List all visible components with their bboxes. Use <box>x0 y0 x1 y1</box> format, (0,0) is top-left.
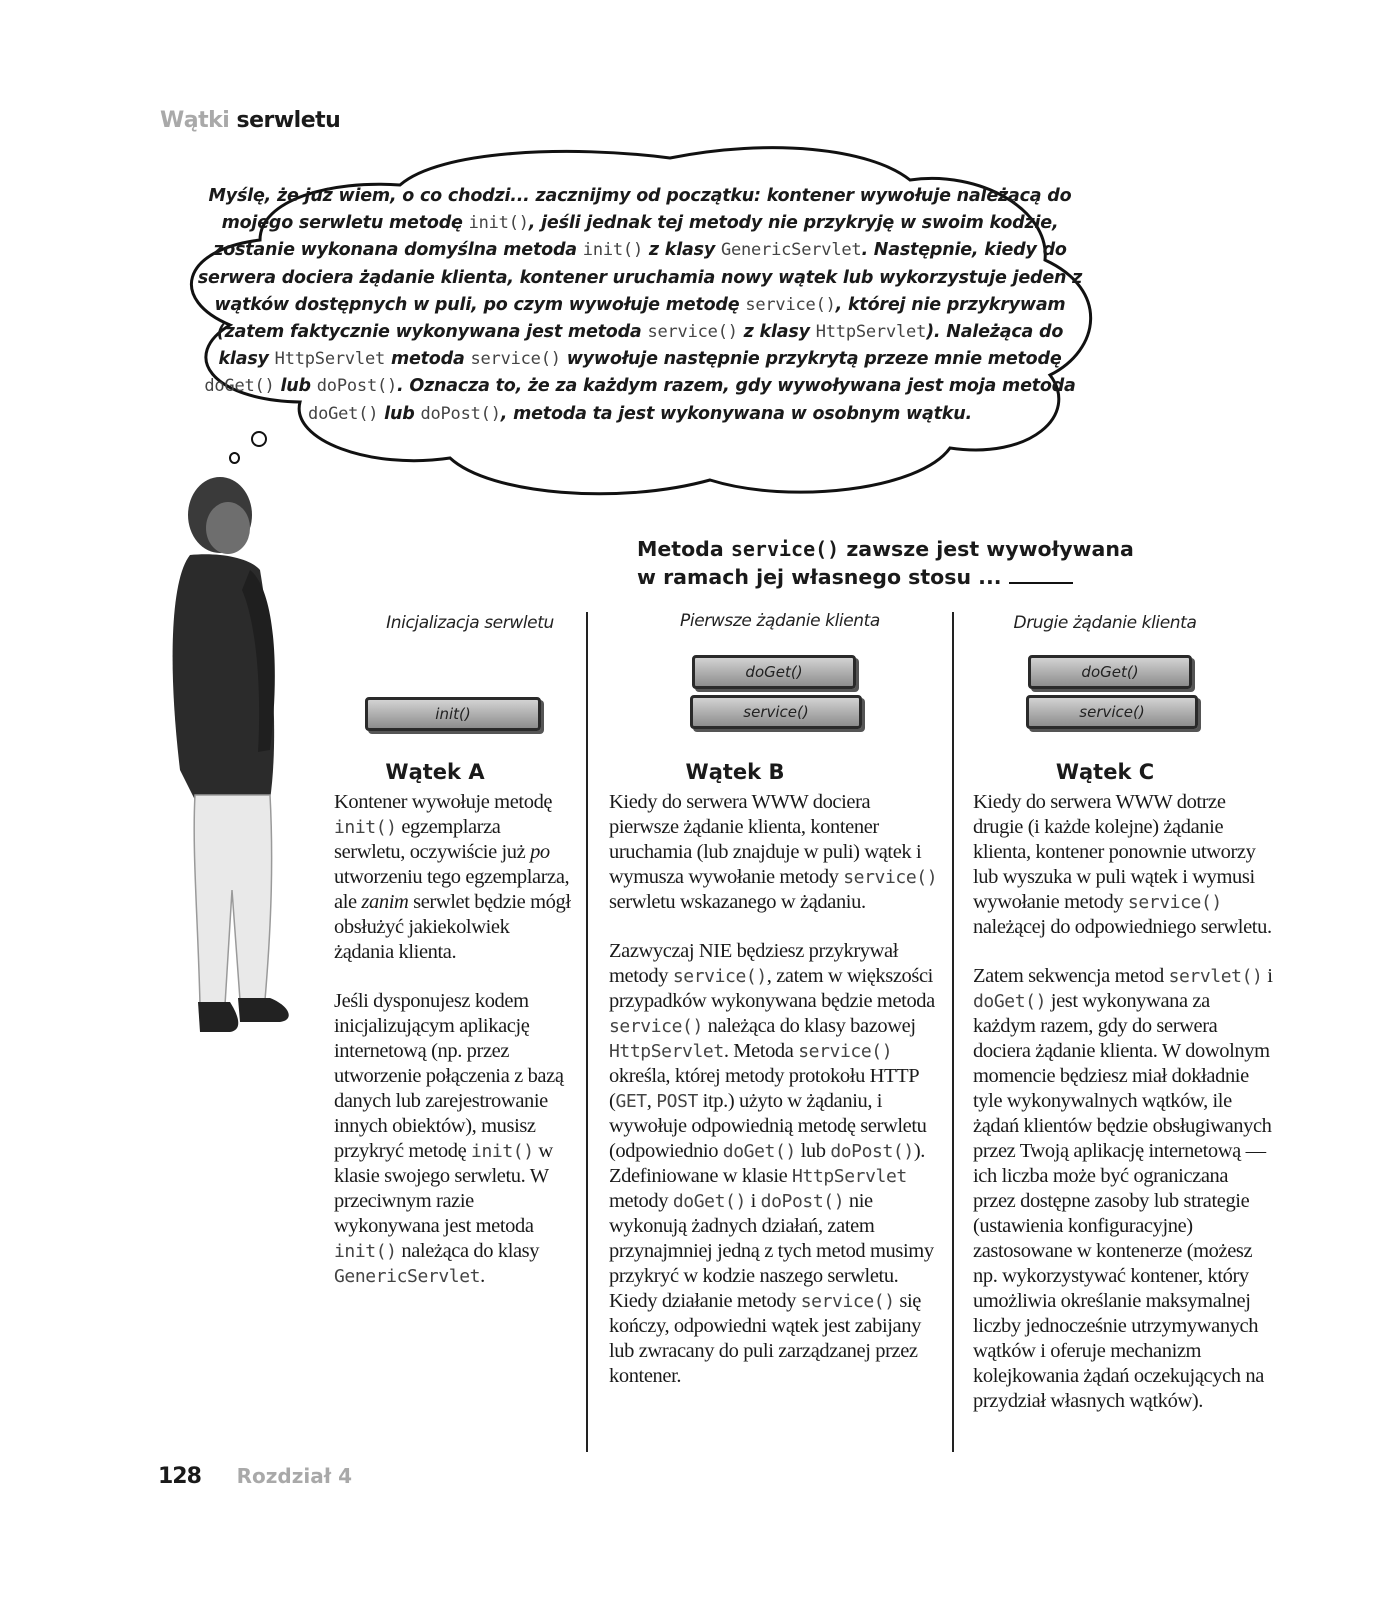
column-c-paragraph-1: Kiedy do serwera WWW dotrze drugie (i każde kolejne) żądanie klienta, kontener ponownie utworzy lub wyszuka w puli wątek i wymusi wywołanie metody service() należącej do odpowiedniego serwletu. <box>973 791 1272 938</box>
page-footer <box>158 1464 352 1489</box>
thread-title-a: Wątek A <box>385 760 485 784</box>
thread-title-c: Wątek C <box>1055 760 1155 784</box>
column-c-body <box>973 790 1273 1438</box>
stack-frame-doget-c: doGet() <box>1028 655 1192 689</box>
thread-title-b: Wątek B <box>685 760 785 784</box>
column-label-init: Inicjalizacja serwletu <box>386 613 554 633</box>
column-b-body <box>609 790 939 1413</box>
column-label-first-request: Pierwsze żądanie klienta <box>680 611 880 631</box>
thought-bubble-tiny <box>229 452 240 464</box>
section-subheading: Metoda service() zawsze jest wywoływana w ramach jej własnego stosu ... <box>637 537 1134 589</box>
thought-bubble-small <box>251 431 267 447</box>
chapter-label: Rozdział 4 <box>236 1464 352 1488</box>
column-divider-2 <box>952 612 954 1452</box>
person-illustration <box>170 470 310 1070</box>
header-title-light: Wątki <box>160 108 230 133</box>
stack-frame-service-c: service() <box>1026 695 1198 729</box>
stack-frame-service-b: service() <box>690 695 862 729</box>
column-a-paragraph-1: Kontener wywołuje metodę init() egzemplarza serwletu, oczywiście już po utworzeniu tego egzemplarza, ale zanim serwlet będzie mógł obsłużyć jakiekolwiek żądania klienta. <box>334 791 571 963</box>
column-divider-1 <box>586 612 588 1452</box>
stack-frame-init: init() <box>365 697 541 731</box>
page-number: 128 <box>158 1464 201 1489</box>
column-c-paragraph-2: Zatem sekwencja metod servlet() i doGet() jest wykonywana za każdym razem, gdy do serwera dociera żądanie klienta. W dowolnym momencie będziesz miał dokładnie tyle wykonywalnych wątków, ile żądań klientów będzie obsługiwanych przez Twoją aplikację internetową — ich liczba może być ograniczana przez dostępne zasoby lub strategie (ustawienia konfiguracyjne) zastosowane w kontenerze (możesz np. wykorzystywać kontener, który umożliwia określanie maksymalnej liczby jednocześnie utrzymywanych wątków i oferuje mechanizm kolejkowania żądań oczekujących na przydział własnych wątków). <box>973 965 1273 1412</box>
page-header <box>160 108 340 133</box>
stack-frame-doget-b: doGet() <box>692 655 856 689</box>
column-b-paragraph-2: Zazwyczaj NIE będziesz przykrywał metody service(), zatem w większości przypadków wykonywana będzie metoda service() należąca do klasy bazowej HttpServlet. Metoda service() określa, której metody protokołu HTTP (GET, POST itp.) użyto w żądaniu, i wywołuje odpowiednią metodę serwletu (odpowiednio doGet() lub doPost()). Zdefiniowane w klasie HttpServlet metody doGet() i doPost() nie wykonują żadnych działań, zatem przynajmniej jedną z tych metod musimy przykryć w kodzie naszego serwletu. Kiedy działanie metody service() się kończy, odpowiedni wątek jest zabijany lub zwracany do puli zarządzanej przez kontener. <box>609 940 935 1387</box>
column-b-paragraph-1: Kiedy do serwera WWW dociera pierwsze żądanie klienta, kontener uruchamia (lub znajduje w puli) wątek i wymusza wywołanie metody service() serwletu wskazanego w żądaniu. <box>609 791 938 913</box>
column-label-second-request: Drugie żądanie klienta <box>1013 613 1197 633</box>
header-title-dark: serwletu <box>236 108 341 133</box>
thought-text: Myślę, że już wiem, o co chodzi... zacznijmy od początku: kontener wywołuje należącą do mojego serwletu metodę init(), jeśli jednak tej metody nie przykryję w swoim kodzie, zostanie wykonana domyślna metoda init() z klasy GenericServlet. Następnie, kiedy do serwera dociera żądanie klienta, kontener uruchamia nowy wątek lub wykorzystuje jeden z wątków dostępnych w puli, po czym wywołuje metodę service(), której nie przykrywam (zatem faktycznie wykonywana jest metoda service() z klasy HttpServlet). Należąca do klasy HttpServlet metoda service() wywołuje następnie przykrytą przeze mnie metodę doGet() lub doPost(). Oznacza to, że za każdym razem, gdy wywoływana jest moja metoda doGet() lub doPost(), metoda ta jest wykonywana w osobnym wątku. <box>197 186 1083 424</box>
column-a-body <box>334 790 572 1313</box>
column-a-paragraph-2: Jeśli dysponujesz kodem inicjalizującym aplikację internetową (np. przez utworzenie połączenia z bazą danych lub zarejestrowanie innych obiektów), musisz przykryć metodę init() w klasie swojego serwletu. W przeciwnym razie wykonywana jest metoda init() należąca do klasy GenericServlet. <box>334 990 564 1287</box>
